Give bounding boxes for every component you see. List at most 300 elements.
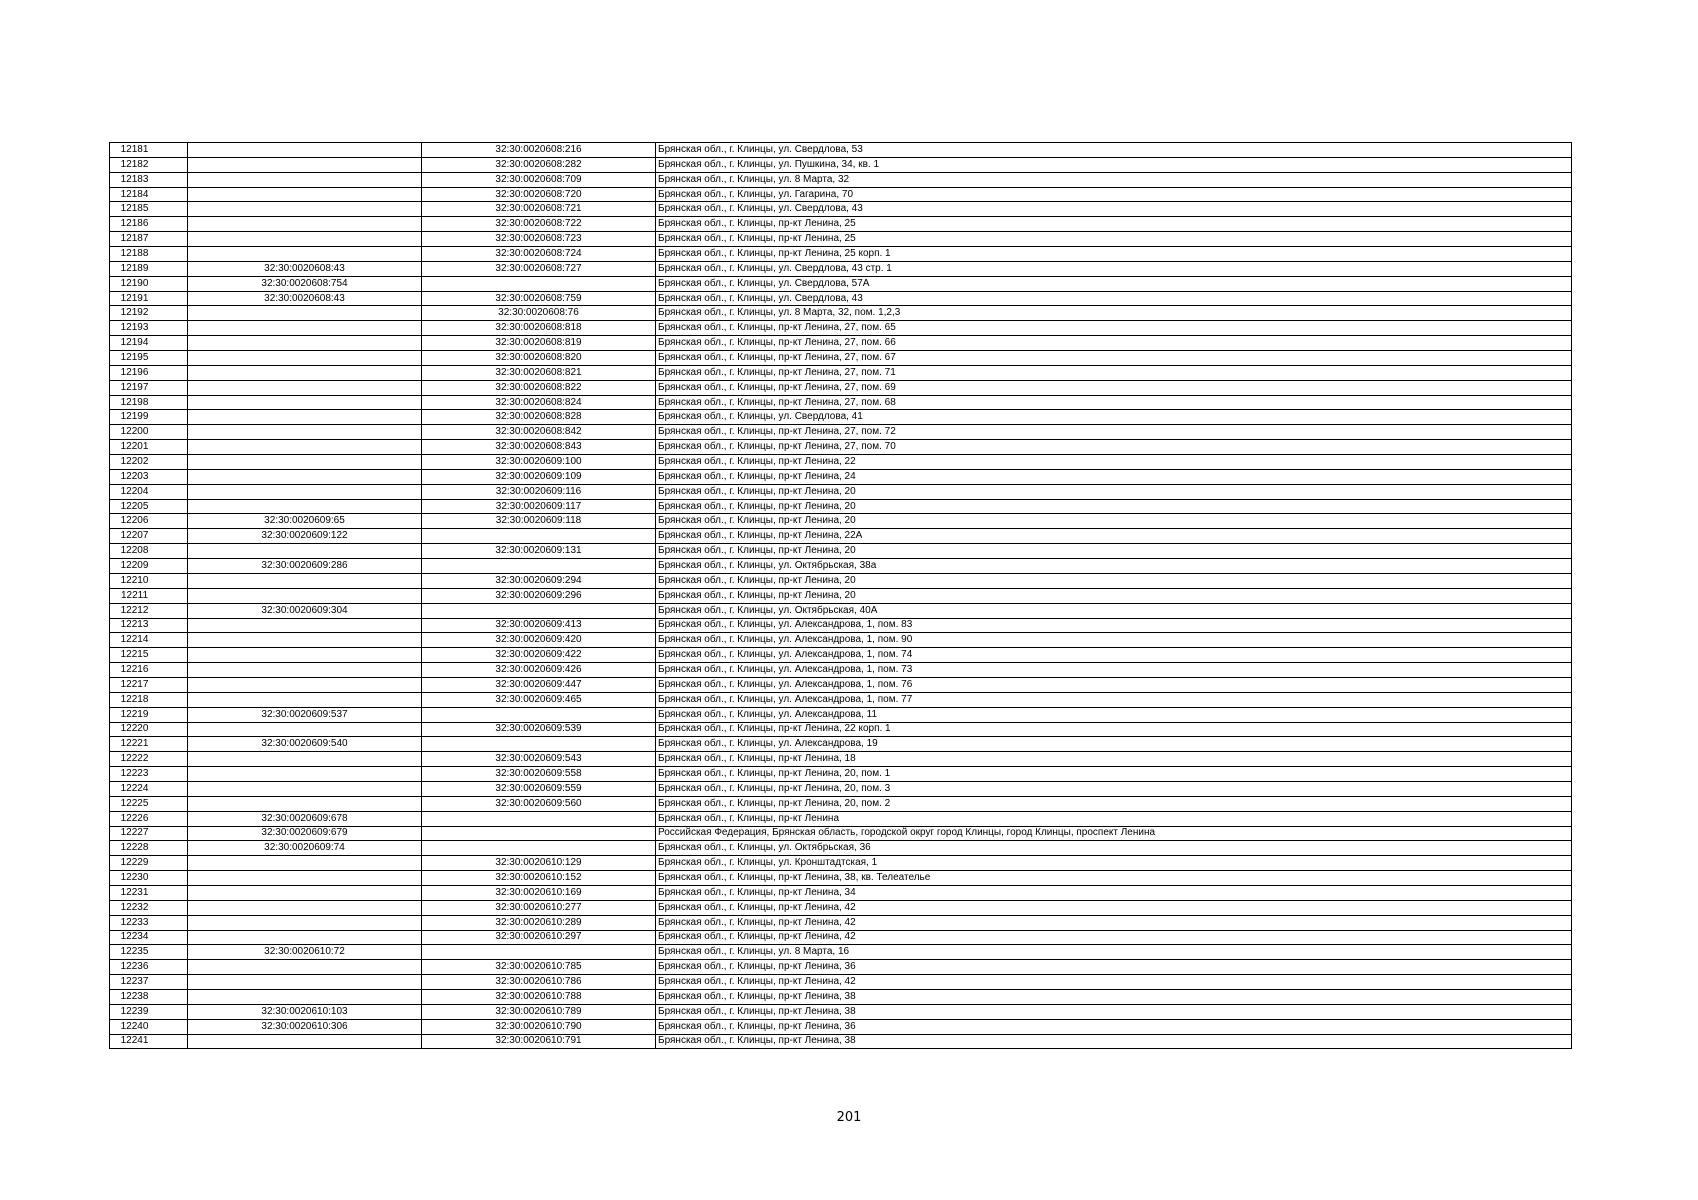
parcel-number-cell [188,618,422,633]
table-row [110,648,1572,663]
object-number-cell: 32:30:0020609:447 [422,677,656,692]
parcel-number-cell: 32:30:0020608:43 [188,261,422,276]
row-number-cell: 12199 [110,410,188,425]
row-number-cell: 12206 [110,514,188,529]
parcel-number-cell: 32:30:0020609:122 [188,529,422,544]
table-row [110,514,1572,529]
row-number-cell: 12232 [110,900,188,915]
parcel-number-cell [188,1034,422,1049]
address-cell: Брянская обл., г. Клинцы, ул. Александрова, 1, пом. 73 [656,663,1572,678]
address-cell: Брянская обл., г. Клинцы, пр-кт Ленина, 27, пом. 66 [656,336,1572,351]
object-number-cell: 32:30:0020609:294 [422,573,656,588]
address-cell: Брянская обл., г. Клинцы, ул. Александрова, 1, пом. 90 [656,633,1572,648]
address-cell: Брянская обл., г. Клинцы, ул. Кронштадтская, 1 [656,856,1572,871]
row-number-cell: 12191 [110,291,188,306]
row-number-cell: 12218 [110,692,188,707]
parcel-number-cell [188,960,422,975]
object-number-cell: 32:30:0020608:828 [422,410,656,425]
object-number-cell: 32:30:0020608:216 [422,143,656,158]
address-cell: Брянская обл., г. Клинцы, пр-кт Ленина, 38 [656,989,1572,1004]
table-row [110,559,1572,574]
address-cell: Брянская обл., г. Клинцы, пр-кт Ленина, 27, пом. 72 [656,425,1572,440]
address-cell: Брянская обл., г. Клинцы, пр-кт Ленина, 18 [656,752,1572,767]
parcel-number-cell [188,217,422,232]
address-cell: Брянская обл., г. Клинцы, ул. Гагарина, 70 [656,187,1572,202]
address-cell: Брянская обл., г. Клинцы, ул. 8 Марта, 32 [656,172,1572,187]
row-number-cell: 12197 [110,380,188,395]
address-cell: Брянская обл., г. Клинцы, ул. 8 Марта, 16 [656,945,1572,960]
object-number-cell: 32:30:0020609:109 [422,469,656,484]
table-row [110,440,1572,455]
object-number-cell: 32:30:0020609:420 [422,633,656,648]
parcel-number-cell [188,157,422,172]
parcel-number-cell [188,767,422,782]
table-row [110,202,1572,217]
parcel-number-cell [188,321,422,336]
row-number-cell: 12239 [110,1004,188,1019]
object-number-cell [422,737,656,752]
object-number-cell: 32:30:0020609:131 [422,544,656,559]
table-row [110,365,1572,380]
parcel-number-cell: 32:30:0020609:286 [188,559,422,574]
table-row [110,529,1572,544]
address-cell: Брянская обл., г. Клинцы, ул. Свердлова, 53 [656,143,1572,158]
object-number-cell: 32:30:0020608:282 [422,157,656,172]
row-number-cell: 12213 [110,618,188,633]
table-row [110,737,1572,752]
row-number-cell: 12186 [110,217,188,232]
address-cell: Брянская обл., г. Клинцы, пр-кт Ленина [656,811,1572,826]
table-row [110,261,1572,276]
address-cell: Брянская обл., г. Клинцы, пр-кт Ленина, 27, пом. 65 [656,321,1572,336]
parcel-number-cell [188,885,422,900]
address-cell: Брянская обл., г. Клинцы, ул. 8 Марта, 32, пом. 1,2,3 [656,306,1572,321]
address-cell: Брянская обл., г. Клинцы, пр-кт Ленина, 38, кв. Телеателье [656,871,1572,886]
address-cell: Брянская обл., г. Клинцы, пр-кт Ленина, 24 [656,469,1572,484]
object-number-cell [422,276,656,291]
object-number-cell: 32:30:0020608:722 [422,217,656,232]
parcel-number-cell [188,395,422,410]
object-number-cell: 32:30:0020608:721 [422,202,656,217]
table-row [110,395,1572,410]
address-cell: Брянская обл., г. Клинцы, ул. Свердлова, 57А [656,276,1572,291]
table-row [110,276,1572,291]
row-number-cell: 12185 [110,202,188,217]
parcel-number-cell: 32:30:0020608:754 [188,276,422,291]
object-number-cell: 32:30:0020609:118 [422,514,656,529]
table-row [110,633,1572,648]
table-row [110,975,1572,990]
row-number-cell: 12188 [110,247,188,262]
parcel-number-cell: 32:30:0020609:537 [188,707,422,722]
object-number-cell: 32:30:0020609:560 [422,796,656,811]
object-number-cell: 32:30:0020610:129 [422,856,656,871]
row-number-cell: 12219 [110,707,188,722]
table-row [110,217,1572,232]
row-number-cell: 12215 [110,648,188,663]
row-number-cell: 12221 [110,737,188,752]
parcel-number-cell [188,380,422,395]
table-row [110,247,1572,262]
parcel-number-cell [188,187,422,202]
address-cell: Брянская обл., г. Клинцы, ул. Свердлова, 43 стр. 1 [656,261,1572,276]
object-number-cell: 32:30:0020610:790 [422,1019,656,1034]
row-number-cell: 12200 [110,425,188,440]
object-number-cell: 32:30:0020608:822 [422,380,656,395]
row-number-cell: 12226 [110,811,188,826]
table-row [110,143,1572,158]
row-number-cell: 12203 [110,469,188,484]
parcel-number-cell [188,544,422,559]
address-cell: Брянская обл., г. Клинцы, пр-кт Ленина, 20 [656,588,1572,603]
table-row [110,663,1572,678]
address-cell: Брянская обл., г. Клинцы, пр-кт Ленина, 25 [656,217,1572,232]
parcel-number-cell [188,336,422,351]
parcel-number-cell: 32:30:0020609:304 [188,603,422,618]
row-number-cell: 12229 [110,856,188,871]
parcel-number-cell: 32:30:0020609:679 [188,826,422,841]
table-row [110,692,1572,707]
address-cell: Брянская обл., г. Клинцы, ул. Александрова, 11 [656,707,1572,722]
object-number-cell: 32:30:0020608:824 [422,395,656,410]
address-cell: Брянская обл., г. Клинцы, пр-кт Ленина, 20 [656,544,1572,559]
address-cell: Брянская обл., г. Клинцы, пр-кт Ленина, 20 [656,573,1572,588]
table-row [110,1034,1572,1049]
row-number-cell: 12217 [110,677,188,692]
address-cell: Российская Федерация, Брянская область, городской округ город Клинцы, город Клинцы, проспект Ленина [656,826,1572,841]
object-number-cell: 32:30:0020608:819 [422,336,656,351]
table-row [110,410,1572,425]
row-number-cell: 12190 [110,276,188,291]
object-number-cell: 32:30:0020609:558 [422,767,656,782]
object-number-cell [422,603,656,618]
table-row [110,484,1572,499]
object-number-cell: 32:30:0020609:413 [422,618,656,633]
address-cell: Брянская обл., г. Клинцы, ул. Свердлова, 41 [656,410,1572,425]
table-row [110,796,1572,811]
parcel-number-cell [188,633,422,648]
row-number-cell: 12189 [110,261,188,276]
parcel-number-cell [188,410,422,425]
parcel-number-cell [188,663,422,678]
address-cell: Брянская обл., г. Клинцы, пр-кт Ленина, 36 [656,960,1572,975]
parcel-number-cell [188,365,422,380]
table-row [110,306,1572,321]
parcel-number-cell [188,677,422,692]
table-row [110,781,1572,796]
page-number: 201 [836,1110,862,1125]
parcel-number-cell [188,425,422,440]
address-cell: Брянская обл., г. Клинцы, ул. Октябрьская, 38а [656,559,1572,574]
table-row [110,960,1572,975]
row-number-cell: 12207 [110,529,188,544]
object-number-cell: 32:30:0020608:818 [422,321,656,336]
table-row [110,811,1572,826]
row-number-cell: 12223 [110,767,188,782]
row-number-cell: 12225 [110,796,188,811]
parcel-number-cell [188,648,422,663]
address-cell: Брянская обл., г. Клинцы, пр-кт Ленина, 20, пом. 2 [656,796,1572,811]
object-number-cell: 32:30:0020609:426 [422,663,656,678]
table-row [110,618,1572,633]
parcel-number-cell [188,930,422,945]
parcel-number-cell [188,469,422,484]
row-number-cell: 12235 [110,945,188,960]
parcel-number-cell [188,440,422,455]
address-cell: Брянская обл., г. Клинцы, ул. Октябрьская, 36 [656,841,1572,856]
row-number-cell: 12184 [110,187,188,202]
parcel-number-cell [188,900,422,915]
table-row [110,157,1572,172]
address-cell: Брянская обл., г. Клинцы, ул. Пушкина, 34, кв. 1 [656,157,1572,172]
address-cell: Брянская обл., г. Клинцы, пр-кт Ленина, 34 [656,885,1572,900]
object-number-cell [422,945,656,960]
table-row [110,856,1572,871]
table-row [110,499,1572,514]
row-number-cell: 12187 [110,232,188,247]
object-number-cell: 32:30:0020608:727 [422,261,656,276]
object-number-cell [422,826,656,841]
row-number-cell: 12231 [110,885,188,900]
row-number-cell: 12202 [110,455,188,470]
table-row [110,455,1572,470]
parcel-number-cell [188,247,422,262]
parcel-number-cell [188,143,422,158]
object-number-cell: 32:30:0020610:297 [422,930,656,945]
address-cell: Брянская обл., г. Клинцы, пр-кт Ленина, 20, пом. 1 [656,767,1572,782]
parcel-number-cell: 32:30:0020609:74 [188,841,422,856]
address-cell: Брянская обл., г. Клинцы, ул. Александрова, 1, пом. 74 [656,648,1572,663]
table-row [110,945,1572,960]
parcel-number-cell [188,351,422,366]
parcel-number-cell [188,975,422,990]
object-number-cell: 32:30:0020609:116 [422,484,656,499]
object-number-cell: 32:30:0020609:117 [422,499,656,514]
table-row [110,336,1572,351]
object-number-cell [422,529,656,544]
object-number-cell: 32:30:0020609:100 [422,455,656,470]
address-cell: Брянская обл., г. Клинцы, пр-кт Ленина, 38 [656,1034,1572,1049]
row-number-cell: 12194 [110,336,188,351]
address-cell: Брянская обл., г. Клинцы, пр-кт Ленина, 36 [656,1019,1572,1034]
row-number-cell: 12211 [110,588,188,603]
parcel-number-cell [188,588,422,603]
row-number-cell: 12233 [110,915,188,930]
parcel-number-cell [188,781,422,796]
table-row [110,187,1572,202]
object-number-cell: 32:30:0020610:169 [422,885,656,900]
table-row [110,544,1572,559]
parcel-number-cell [188,989,422,1004]
address-cell: Брянская обл., г. Клинцы, пр-кт Ленина, 42 [656,915,1572,930]
object-number-cell: 32:30:0020609:559 [422,781,656,796]
table-row [110,885,1572,900]
parcel-number-cell [188,915,422,930]
table-row [110,841,1572,856]
address-cell: Брянская обл., г. Клинцы, пр-кт Ленина, 22А [656,529,1572,544]
object-number-cell: 32:30:0020608:842 [422,425,656,440]
table-row [110,321,1572,336]
row-number-cell: 12237 [110,975,188,990]
address-cell: Брянская обл., г. Клинцы, пр-кт Ленина, 25 корп. 1 [656,247,1572,262]
object-number-cell: 32:30:0020610:785 [422,960,656,975]
row-number-cell: 12183 [110,172,188,187]
row-number-cell: 12220 [110,722,188,737]
row-number-cell: 12234 [110,930,188,945]
table-row [110,677,1572,692]
parcel-number-cell [188,573,422,588]
object-number-cell: 32:30:0020609:422 [422,648,656,663]
table-row [110,930,1572,945]
cadastral-table-body [110,143,1572,1049]
address-cell: Брянская обл., г. Клинцы, пр-кт Ленина, 20 [656,499,1572,514]
table-row [110,767,1572,782]
parcel-number-cell [188,455,422,470]
row-number-cell: 12240 [110,1019,188,1034]
address-cell: Брянская обл., г. Клинцы, пр-кт Ленина, 20 [656,514,1572,529]
table-row [110,232,1572,247]
parcel-number-cell: 32:30:0020609:678 [188,811,422,826]
table-row [110,722,1572,737]
parcel-number-cell [188,856,422,871]
object-number-cell: 32:30:0020610:277 [422,900,656,915]
object-number-cell [422,707,656,722]
table-row [110,707,1572,722]
row-number-cell: 12222 [110,752,188,767]
object-number-cell: 32:30:0020609:543 [422,752,656,767]
object-number-cell [422,841,656,856]
address-cell: Брянская обл., г. Клинцы, ул. Октябрьская, 40А [656,603,1572,618]
row-number-cell: 12182 [110,157,188,172]
address-cell: Брянская обл., г. Клинцы, пр-кт Ленина, 22 [656,455,1572,470]
row-number-cell: 12230 [110,871,188,886]
parcel-number-cell [188,692,422,707]
row-number-cell: 12201 [110,440,188,455]
parcel-number-cell [188,306,422,321]
row-number-cell: 12192 [110,306,188,321]
address-cell: Брянская обл., г. Клинцы, ул. Свердлова, 43 [656,291,1572,306]
parcel-number-cell: 32:30:0020609:540 [188,737,422,752]
object-number-cell: 32:30:0020609:296 [422,588,656,603]
address-cell: Брянская обл., г. Клинцы, пр-кт Ленина, 27, пом. 67 [656,351,1572,366]
parcel-number-cell: 32:30:0020610:306 [188,1019,422,1034]
parcel-number-cell [188,752,422,767]
table-row [110,291,1572,306]
address-cell: Брянская обл., г. Клинцы, пр-кт Ленина, 20, пом. 3 [656,781,1572,796]
address-cell: Брянская обл., г. Клинцы, пр-кт Ленина, 20 [656,484,1572,499]
table-row [110,469,1572,484]
object-number-cell: 32:30:0020608:76 [422,306,656,321]
address-cell: Брянская обл., г. Клинцы, пр-кт Ленина, 27, пом. 71 [656,365,1572,380]
address-cell: Брянская обл., г. Клинцы, пр-кт Ленина, 42 [656,975,1572,990]
table-row [110,425,1572,440]
table-row [110,752,1572,767]
address-cell: Брянская обл., г. Клинцы, пр-кт Ленина, 25 [656,232,1572,247]
row-number-cell: 12205 [110,499,188,514]
row-number-cell: 12204 [110,484,188,499]
address-cell: Брянская обл., г. Клинцы, пр-кт Ленина, 27, пом. 68 [656,395,1572,410]
address-cell: Брянская обл., г. Клинцы, пр-кт Ленина, 27, пом. 70 [656,440,1572,455]
parcel-number-cell [188,499,422,514]
object-number-cell: 32:30:0020608:709 [422,172,656,187]
object-number-cell: 32:30:0020609:539 [422,722,656,737]
row-number-cell: 12236 [110,960,188,975]
row-number-cell: 12208 [110,544,188,559]
row-number-cell: 12198 [110,395,188,410]
row-number-cell: 12224 [110,781,188,796]
cadastral-table [109,142,1572,1049]
parcel-number-cell: 32:30:0020610:72 [188,945,422,960]
object-number-cell: 32:30:0020610:791 [422,1034,656,1049]
row-number-cell: 12196 [110,365,188,380]
object-number-cell: 32:30:0020610:289 [422,915,656,930]
table-row [110,1019,1572,1034]
address-cell: Брянская обл., г. Клинцы, ул. Свердлова, 43 [656,202,1572,217]
table-row [110,826,1572,841]
parcel-number-cell [188,796,422,811]
table-row [110,172,1572,187]
object-number-cell: 32:30:0020608:720 [422,187,656,202]
address-cell: Брянская обл., г. Клинцы, пр-кт Ленина, 42 [656,900,1572,915]
object-number-cell: 32:30:0020610:788 [422,989,656,1004]
row-number-cell: 12227 [110,826,188,841]
row-number-cell: 12181 [110,143,188,158]
table-row [110,915,1572,930]
table-row [110,351,1572,366]
row-number-cell: 12214 [110,633,188,648]
object-number-cell: 32:30:0020610:786 [422,975,656,990]
row-number-cell: 12209 [110,559,188,574]
table-row [110,900,1572,915]
row-number-cell: 12212 [110,603,188,618]
object-number-cell: 32:30:0020609:465 [422,692,656,707]
address-cell: Брянская обл., г. Клинцы, ул. Александрова, 1, пом. 83 [656,618,1572,633]
table-row [110,871,1572,886]
parcel-number-cell [188,484,422,499]
object-number-cell: 32:30:0020608:821 [422,365,656,380]
row-number-cell: 12210 [110,573,188,588]
row-number-cell: 12238 [110,989,188,1004]
address-cell: Брянская обл., г. Клинцы, ул. Александрова, 1, пом. 77 [656,692,1572,707]
parcel-number-cell: 32:30:0020609:65 [188,514,422,529]
object-number-cell: 32:30:0020610:789 [422,1004,656,1019]
object-number-cell: 32:30:0020608:759 [422,291,656,306]
table-row [110,603,1572,618]
parcel-number-cell [188,722,422,737]
table-row [110,989,1572,1004]
parcel-number-cell [188,871,422,886]
parcel-number-cell [188,232,422,247]
object-number-cell: 32:30:0020608:820 [422,351,656,366]
table-row [110,573,1572,588]
parcel-number-cell [188,172,422,187]
parcel-number-cell: 32:30:0020608:43 [188,291,422,306]
table-row [110,588,1572,603]
row-number-cell: 12241 [110,1034,188,1049]
object-number-cell: 32:30:0020608:723 [422,232,656,247]
address-cell: Брянская обл., г. Клинцы, ул. Александрова, 19 [656,737,1572,752]
address-cell: Брянская обл., г. Клинцы, пр-кт Ленина, 27, пом. 69 [656,380,1572,395]
address-cell: Брянская обл., г. Клинцы, пр-кт Ленина, 38 [656,1004,1572,1019]
row-number-cell: 12216 [110,663,188,678]
object-number-cell: 32:30:0020610:152 [422,871,656,886]
address-cell: Брянская обл., г. Клинцы, пр-кт Ленина, 22 корп. 1 [656,722,1572,737]
table-row [110,1004,1572,1019]
parcel-number-cell: 32:30:0020610:103 [188,1004,422,1019]
row-number-cell: 12193 [110,321,188,336]
row-number-cell: 12195 [110,351,188,366]
object-number-cell: 32:30:0020608:843 [422,440,656,455]
